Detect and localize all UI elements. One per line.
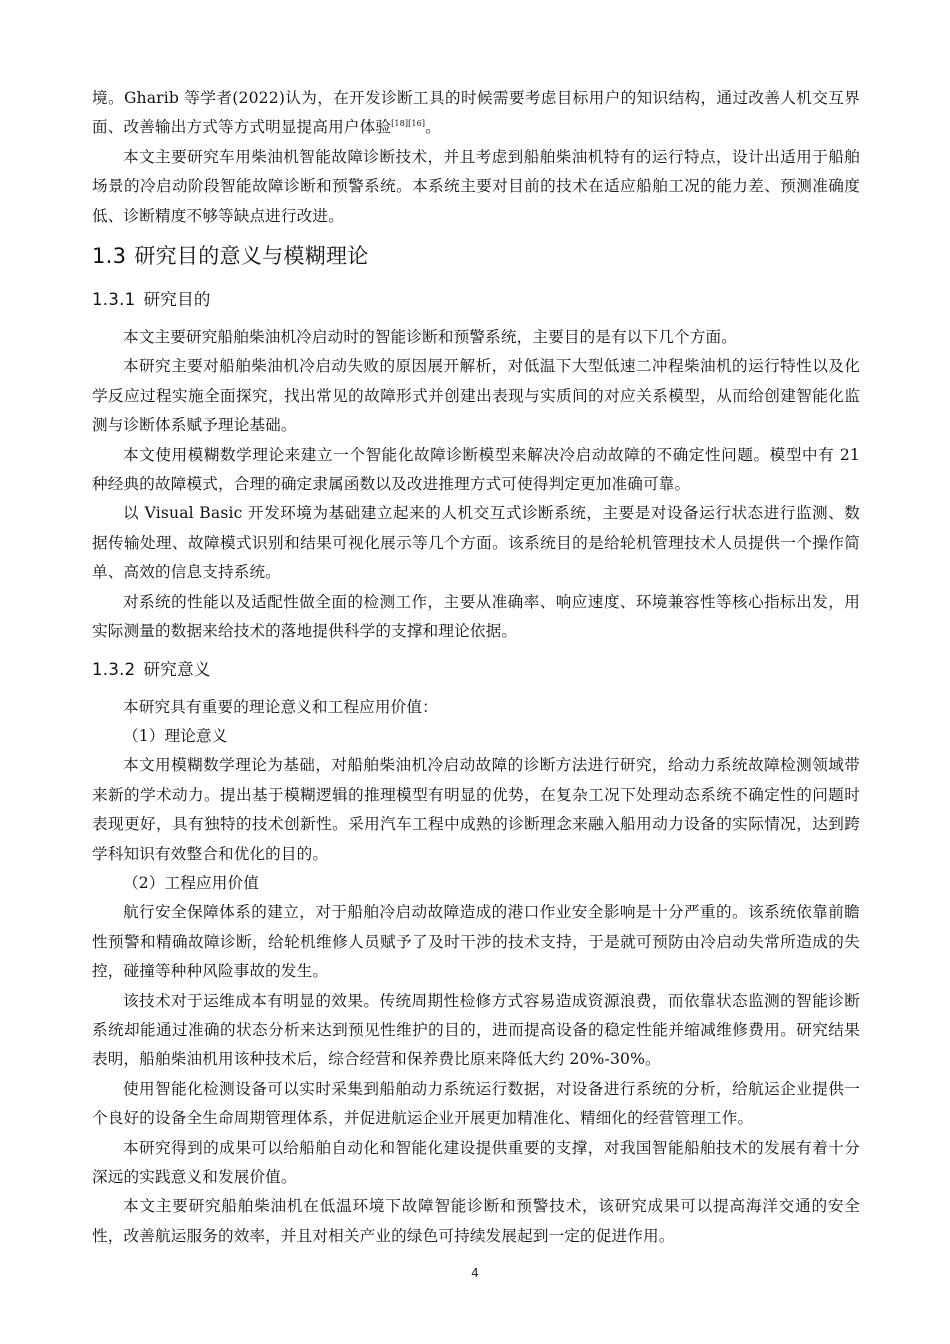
subsection-number: 1.3.1 <box>92 290 136 310</box>
paragraph: 以 Visual Basic 开发环境为基础建立起来的人机交互式诊断系统，主要是对设备运行状态进行监测、数据传输处理、故障模式识别和结果可视化展示等几个方面。该系统目的是给轮机管理技术人员提供一个操作简单、高效的信息支持系统。 <box>92 504 860 582</box>
paragraph-end: 。 <box>425 118 441 137</box>
paragraph: 本研究得到的成果可以给船舶自动化和智能化建设提供重要的支撑，对我国智能船舶技术的发展有着十分深远的实践意义和发展价值。 <box>92 1138 860 1186</box>
section-number: 1.3 <box>92 244 127 269</box>
citation: [18][16] <box>391 119 426 129</box>
paragraph: 本文主要研究车用柴油机智能故障诊断技术，并且考虑到船舶柴油机特有的运行特点，设计出适用于船舶场景的冷启动阶段智能故障诊断和预警系统。本系统主要对目前的技术在适应船舶工况的能力差、预测准确度低、诊断精度不够等缺点进行改进。 <box>92 147 860 225</box>
subsection-heading <box>92 655 860 685</box>
list-heading: （1）理论意义 <box>123 726 228 745</box>
paragraph: 本文使用模糊数学理论来建立一个智能化故障诊断模型来解决冷启动故障的不确定性问题。模型中有 21 种经典的故障模式，合理的确定隶属函数以及改进推理方式可使得判定更加准确可靠。 <box>92 445 860 494</box>
paragraph: 航行安全保障体系的建立，对于船舶冷启动故障造成的港口作业安全影响是十分严重的。该系统依靠前瞻性预警和精确故障诊断，给轮机维修人员赋予了及时干涉的技术支持，于是就可预防由冷启动失常所造成的失控，碰撞等种种风险事故的发生。 <box>92 903 860 981</box>
section-title: 研究目的意义与模糊理论 <box>134 244 369 269</box>
subsection-title: 研究意义 <box>143 659 211 679</box>
paragraph <box>92 84 860 143</box>
page-number: 4 <box>471 1266 479 1280</box>
paragraph: 本文用模糊数学理论为基础，对船舶柴油机冷启动故障的诊断方法进行研究，给动力系统故障检测领域带来新的学术动力。提出基于模糊逻辑的推理模型有明显的优势，在复杂工况下处理动态系统不确定性的问题时表现更好，具有独特的技术创新性。采用汽车工程中成熟的诊断理念来融入船用动力设备的实际情况，达到跨学科知识有效整合和优化的目的。 <box>92 756 860 863</box>
paragraph: 本文主要研究船舶柴油机在低温环境下故障智能诊断和预警技术，该研究成果可以提高海洋交通的安全性，改善航运服务的效率，并且对相关产业的绿色可持续发展起到一定的促进作用。 <box>92 1197 860 1245</box>
subsection-heading <box>92 285 860 315</box>
document-page <box>92 84 860 1251</box>
paragraph: 对系统的性能以及适配性做全面的检测工作，主要从准确率、响应速度、环境兼容性等核心指标出发，用实际测量的数据来给技术的落地提供科学的支撑和理论依据。 <box>92 592 860 641</box>
paragraph: 本文主要研究船舶柴油机冷启动时的智能诊断和预警系统，主要目的是有以下几个方面。 <box>123 328 738 347</box>
subsection-title: 研究目的 <box>143 290 211 310</box>
paragraph: 本研究主要对船舶柴油机冷启动失败的原因展开解析，对低温下大型低速二冲程柴油机的运行特性以及化学反应过程实施全面探究，找出常见的故障形式并创建出表现与实质间的对应关系模型，从而给创建智能化监测与诊断体系赋予理论基础。 <box>92 357 860 435</box>
paragraph: 本研究具有重要的理论意义和工程应用价值： <box>123 697 438 716</box>
subsection-number: 1.3.2 <box>92 659 136 679</box>
section-heading <box>92 241 860 271</box>
paragraph: 该技术对于运维成本有明显的效果。传统周期性检修方式容易造成资源浪费，而依靠状态监测的智能诊断系统却能通过准确的状态分析来达到预见性维护的目的，进而提高设备的稳定性能并缩减维修费用。研究结果表明，船舶柴油机用该种技术后，综合经营和保养费比原来降低大约 20%-30%。 <box>92 991 860 1069</box>
paragraph: 使用智能化检测设备可以实时采集到船舶动力系统运行数据，对设备进行系统的分析，给航运企业提供一个良好的设备全生命周期管理体系，并促进航运企业开展更加精准化、精细化的经营管理工作。 <box>92 1079 860 1128</box>
paragraph-text: 境。Gharib 等学者(2022)认为，在开发诊断工具的时候需要考虑目标用户的知识结构，通过改善人机交互界面、改善输出方式等方式明显提高用户体验 <box>92 89 860 137</box>
list-heading: （2）工程应用价值 <box>123 873 260 892</box>
